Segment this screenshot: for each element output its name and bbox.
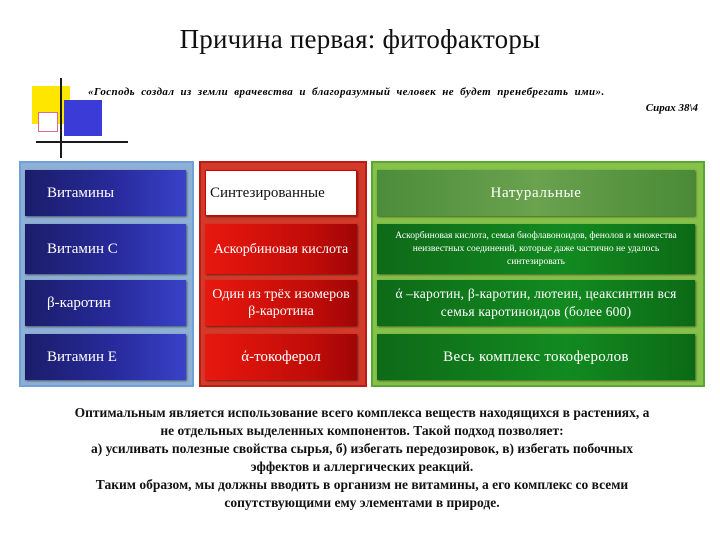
cell-ascorbic-acid: Аскорбиновая кислота [205, 224, 357, 274]
cell-natural-carotenoids: ά –каротин, β-каротин, лютеин, цеаксинтин вся семья каротиноидов (более 600) [377, 280, 695, 326]
cell-natural-tocopherols: Весь комплекс токоферолов [377, 334, 695, 380]
decorative-pink-square [38, 112, 58, 132]
epigraph-quote [88, 84, 698, 116]
cell-tocopherol: ά-токоферол [205, 334, 357, 380]
paragraph-line: эффектов и аллергических реакций. [250, 459, 474, 474]
quote-source: Сирах 38\4 [645, 102, 698, 114]
header-vitamins: Витамины [25, 170, 186, 216]
paragraph-line: не отдельных выделенных компонентов. Такой подход позволяет: [160, 423, 564, 438]
decorative-horizontal-line [36, 141, 128, 143]
paragraph-line: Оптимальным является использование всего комплекса веществ находящихся в растениях, а [74, 405, 650, 420]
paragraph-line: сопутствующими ему элементами в природе. [224, 495, 500, 510]
quote-text: «Господь создал из земли врачевства и благоразумный человек не будет пренебрегать ими». [88, 86, 605, 98]
decorative-vertical-line [60, 78, 62, 158]
slide-title: Причина первая: фитофакторы [179, 24, 541, 54]
header-synthetic: Синтезированные [205, 170, 357, 216]
cell-natural-vitamin-c: Аскорбиновая кислота, семья биофлавоноидов, фенолов и множества неизвестных соединений, которые даже частично не удалось синтезировать [377, 224, 695, 274]
cell-beta-carotene-isomer: Один из трёх изомеров β-каротина [205, 280, 357, 326]
cell-beta-carotene: β-каротин [25, 280, 186, 326]
header-natural: Натуральные [377, 170, 695, 216]
conclusion-paragraph [22, 404, 702, 512]
cell-vitamin-e: Витамин Е [25, 334, 186, 380]
cell-vitamin-c: Витамин С [25, 224, 186, 274]
paragraph-line: Таким образом, мы должны вводить в организм не витамины, а его комплекс со всеми [95, 477, 629, 492]
paragraph-line: а) усиливать полезные свойства сырья, б) избегать передозировок, в) избегать побочных [90, 441, 634, 456]
